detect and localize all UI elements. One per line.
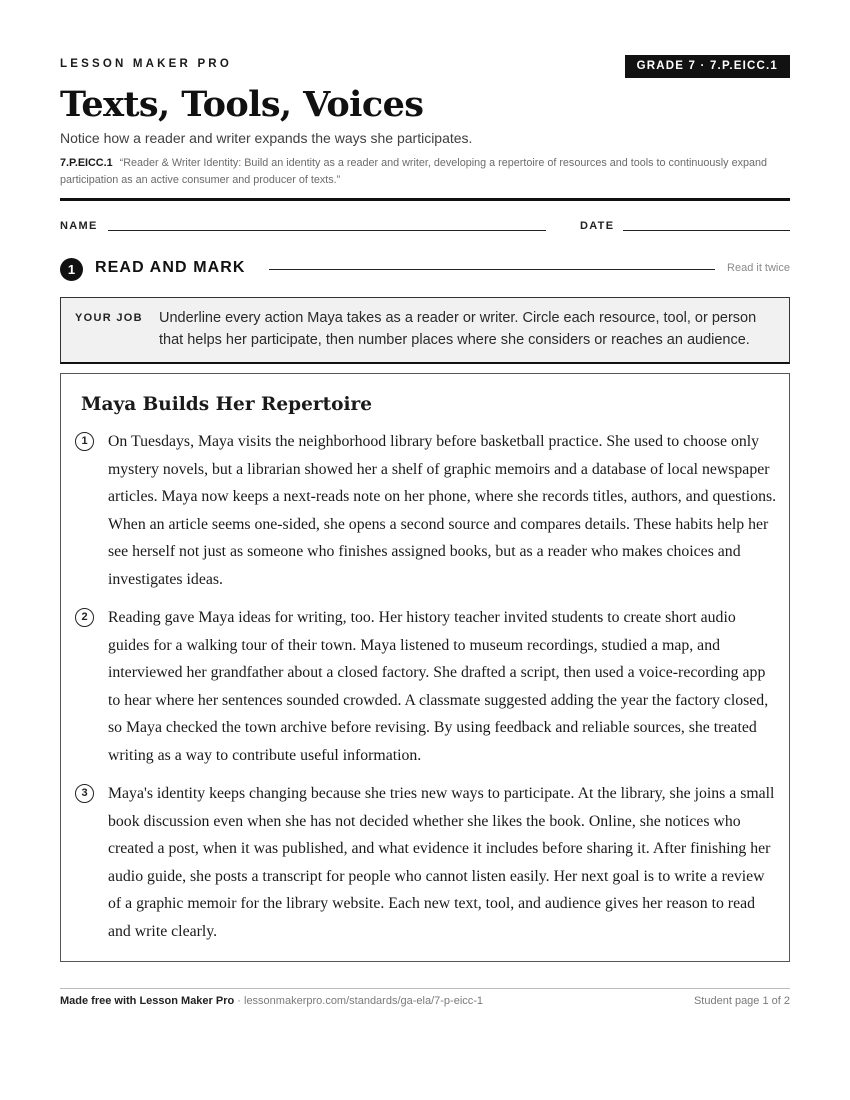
section-number-badge: 1 xyxy=(60,258,83,281)
brand-name: LESSON MAKER PRO xyxy=(60,58,232,70)
paragraph-text: Reading gave Maya ideas for writing, too. Her history teacher invited students to create short audio guides for a walking tour of their town. Maya listened to museum recordings, studied a map, and interviewed her grandfather about a closed factory. She drafted a script, then used a voice-recording app to hear where her sentences sounded crowded. A classmate suggested adding the year the factory closed, so Maya checked the town archive before revising. By using feedback and reliable sources, she treated writing as a way to contribute useful information. xyxy=(108,609,769,764)
page-subtitle: Notice how a reader and writer expands the ways she participates. xyxy=(60,130,473,146)
section-divider xyxy=(269,269,715,270)
reading-passage xyxy=(60,373,790,962)
page-title: Texts, Tools, Voices xyxy=(60,84,424,125)
standard-description xyxy=(60,155,790,189)
standard-code: 7.P.EICC.1 xyxy=(60,157,113,169)
standard-text: “Reader & Writer Identity: Build an identity as a reader and writer, developing a repertoire of resources and tools to continuously expand participation as an active consumer and producer of texts.” xyxy=(60,157,768,186)
instructions-label: YOUR JOB xyxy=(75,312,143,324)
paragraph-text: On Tuesdays, Maya visits the neighborhood library before basketball practice. She used to choose only mystery novels, but a librarian showed her a shelf of graphic memoirs and a database of local newspaper articles. Maya now keeps a next-reads note on her phone, where she records titles, authors, and questions. When an article seems one-sided, she opens a second source and compares details. These habits help her see herself not just as someone who finishes assigned books, but as a reader who makes choices and investigates ideas. xyxy=(108,433,777,588)
paragraph-number: 1 xyxy=(75,432,94,451)
instructions-text: Underline every action Maya takes as a reader or writer. Circle each resource, tool, or person that helps her participate, then number places where she considers or reaches an audience. xyxy=(159,310,757,348)
section-note: Read it twice xyxy=(727,262,790,274)
section-title: READ AND MARK xyxy=(95,259,246,276)
name-field[interactable] xyxy=(108,230,546,231)
instructions-box xyxy=(60,297,790,364)
footer-separator: · xyxy=(234,995,244,1007)
name-label: NAME xyxy=(60,220,98,232)
paragraph-number: 3 xyxy=(75,784,94,803)
date-field[interactable] xyxy=(623,230,790,231)
page-indicator: Student page 1 of 2 xyxy=(693,995,790,1007)
grade-badge: GRADE 7 · 7.P.EICC.1 xyxy=(625,55,790,78)
footer-credit xyxy=(60,995,483,1007)
footer-url-link[interactable]: lessonmakerpro.com/standards/ga-ela/7-p-eicc-1 xyxy=(244,995,484,1007)
footer-divider xyxy=(60,988,790,989)
paragraph-text: Maya's identity keeps changing because she tries new ways to participate. At the library, she joins a small book discussion even when she has not decided whether she likes the book. Online, she notices who created a post, when it was published, and what evidence it includes before sharing it. After finishing her audio guide, she posts a transcript for people who cannot listen easily. Her next goal is to write a review of a graphic memoir for the library website. Each new text, tool, and audience gives her reason to read and write clearly. xyxy=(108,785,775,940)
date-label: DATE xyxy=(580,220,615,232)
header-divider xyxy=(60,198,790,201)
passage-title: Maya Builds Her Repertoire xyxy=(81,394,373,415)
paragraph-number: 2 xyxy=(75,608,94,627)
footer-made-with: Made free with Lesson Maker Pro xyxy=(60,995,235,1007)
